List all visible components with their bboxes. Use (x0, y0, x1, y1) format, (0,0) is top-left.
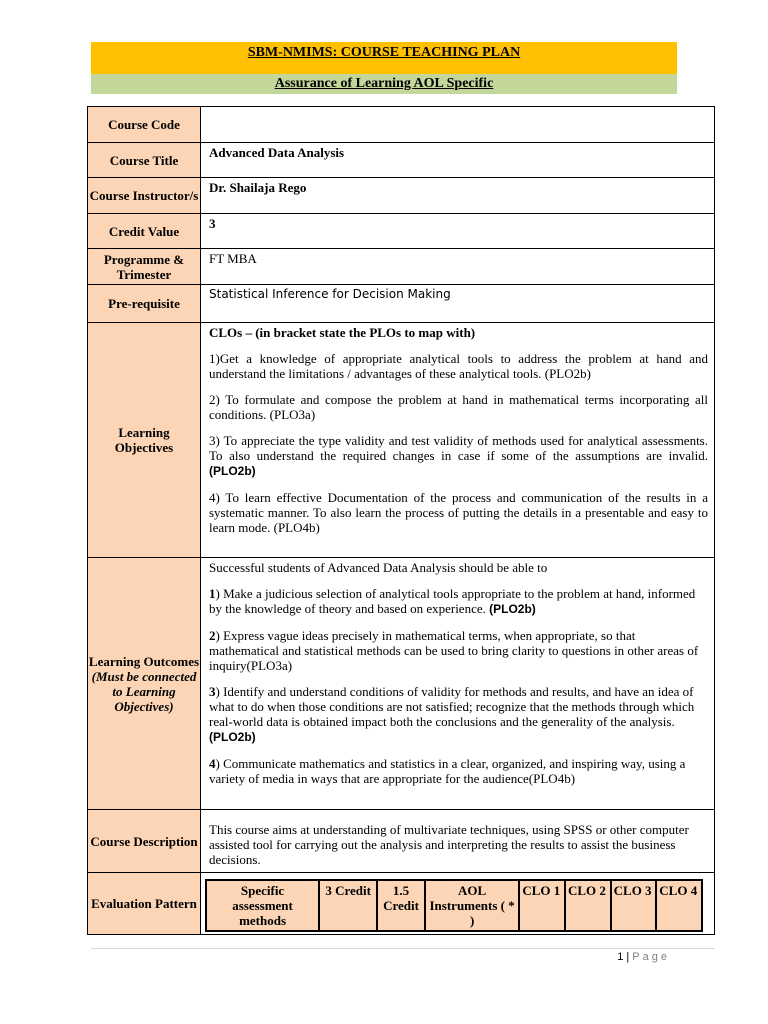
programme-label: Programme & Trimester (88, 249, 201, 285)
outcomes-label-cell (88, 558, 201, 810)
page-separator: | (626, 951, 630, 963)
eval-col-1-5-credit: 1.5 Credit (377, 880, 425, 931)
outcome-item-4: 4) Communicate mathematics and statistics in a clear, organized, and inspiring way, using a variety of media in ways that are appropriate for the audience(PLO4b) (209, 756, 686, 786)
footer-divider (91, 948, 715, 949)
programme-row (88, 249, 715, 285)
outcome-item-2-text: Express vague ideas precisely in mathematical terms, when appropriate, so that mathematical and statistical methods can be used to bring clarity to questions in other areas of inquiry(PLO3a) (209, 628, 699, 673)
eval-col-methods: Specific assessment methods (206, 880, 319, 931)
outcomes-note: (Must be connected to Learning Objectives) (91, 668, 197, 714)
evaluation-header-row (206, 880, 702, 931)
outcome-item-3-num: 3 (209, 684, 216, 699)
objectives-heading: CLOs – (in bracket state the PLOs to map with) (209, 325, 476, 340)
course-plan-table (87, 106, 715, 935)
credit-label: Credit Value (88, 214, 201, 249)
outcome-item-3-text: Identify and understand conditions of validity for methods and results, and have an idea of what to do when those conditions are not satisfied; recognize that the methods through which real-world data is obtained impact both the conclusions and the generality of the analysis. (209, 684, 695, 729)
description-row (88, 810, 715, 873)
instructor-label: Course Instructor/s (88, 178, 201, 214)
prereq-label: Pre-requisite (88, 285, 201, 323)
outcome-item-3-plo: (PLO2b) (209, 730, 256, 744)
prereq-value: Statistical Inference for Decision Making (201, 285, 715, 323)
objective-item-4: 4) To learn effective Documentation of the process and communication of the results in a systematic manner. To also learn the process of putting the details in a presentable and easy to learn mode. (PLO4b) (209, 490, 708, 535)
credit-value: 3 (201, 214, 715, 249)
instructor-row (88, 178, 715, 214)
course-code-value (201, 107, 715, 143)
objectives-content (201, 323, 715, 558)
outcome-item-1-plo: (PLO2b) (489, 602, 536, 616)
evaluation-row (88, 873, 715, 935)
course-title-label: Course Title (88, 143, 201, 178)
outcome-item-4-text: Communicate mathematics and statistics in a clear, organized, and inspiring way, using a variety of media in ways that are appropriate for the audience(PLO4b) (209, 756, 686, 786)
eval-col-clo4: CLO 4 (656, 880, 702, 931)
eval-col-clo3: CLO 3 (611, 880, 657, 931)
objective-item-2: 2) To formulate and compose the problem at hand in mathematical terms incorporating all conditions. (PLO3a) (209, 392, 708, 422)
outcome-item-1-text: Make a judicious selection of analytical tools appropriate to the problem at hand, informed by the knowledge of theory and based on experience. (209, 586, 696, 616)
outcome-item-1-num: 1 (209, 586, 216, 601)
evaluation-table (205, 879, 703, 932)
objective-item-3-text: 3) To appreciate the type validity and test validity of methods used for analytical assessments. To also understand the required changes in case if some of the assumptions are invalid. (209, 433, 708, 463)
description-label: Course Description (88, 810, 201, 873)
page-number: 1 (617, 951, 624, 963)
page-word: Page (632, 951, 670, 963)
course-title-value: Advanced Data Analysis (201, 143, 715, 178)
outcomes-intro: Successful students of Advanced Data Analysis should be able to (209, 560, 548, 575)
objective-item-1: 1)Get a knowledge of appropriate analytical tools to address the problem at hand and understand the limitations / advantages of these analytical tools. (PLO2b) (209, 351, 708, 381)
prereq-row (88, 285, 715, 323)
outcomes-row (88, 558, 715, 810)
outcomes-label: Learning Outcomes (88, 653, 200, 669)
objective-item-3-plo: (PLO2b) (209, 464, 256, 478)
outcome-item-1: 1) Make a judicious selection of analytical tools appropriate to the problem at hand, informed by the knowledge of theory and based on experience. (PLO2b) (209, 586, 696, 616)
objectives-row (88, 323, 715, 558)
outcome-item-3: 3) Identify and understand conditions of validity for methods and results, and have an idea of what to do when those conditions are not satisfied; recognize that the methods through which real-world data is obtained impact both the conclusions and the generality of the analysis. (PLO2b) (209, 684, 695, 744)
outcome-item-4-num: 4 (209, 756, 216, 771)
course-code-label: Course Code (88, 107, 201, 143)
outcome-item-2: 2) Express vague ideas precisely in mathematical terms, when appropriate, so that mathematical and statistical methods can be used to bring clarity to questions in other areas of inquiry(PLO3a) (209, 628, 699, 673)
course-code-row (88, 107, 715, 143)
instructor-value: Dr. Shailaja Rego (201, 178, 715, 214)
outcomes-content (201, 558, 715, 810)
outcome-item-2-num: 2 (209, 628, 216, 643)
plan-subtitle: Assurance of Learning AOL Specific (91, 74, 677, 94)
objectives-label: Learning Objectives (88, 323, 201, 558)
credit-row (88, 214, 715, 249)
eval-col-3-credit: 3 Credit (319, 880, 377, 931)
eval-col-clo1: CLO 1 (519, 880, 565, 931)
eval-col-clo2: CLO 2 (565, 880, 611, 931)
programme-value: FT MBA (201, 249, 715, 285)
page-footer (617, 951, 670, 963)
eval-col-aol: AOL Instruments ( * ) (425, 880, 519, 931)
evaluation-label: Evaluation Pattern (88, 873, 201, 935)
evaluation-cell (201, 873, 715, 935)
plan-title: SBM-NMIMS: COURSE TEACHING PLAN (91, 42, 677, 74)
description-text: This course aims at understanding of multivariate techniques, using SPSS or other computer assisted tool for carrying out the analysis and interpreting the results to assist the business decisions. (201, 810, 715, 873)
objective-item-3 (209, 433, 708, 479)
course-title-row (88, 143, 715, 178)
